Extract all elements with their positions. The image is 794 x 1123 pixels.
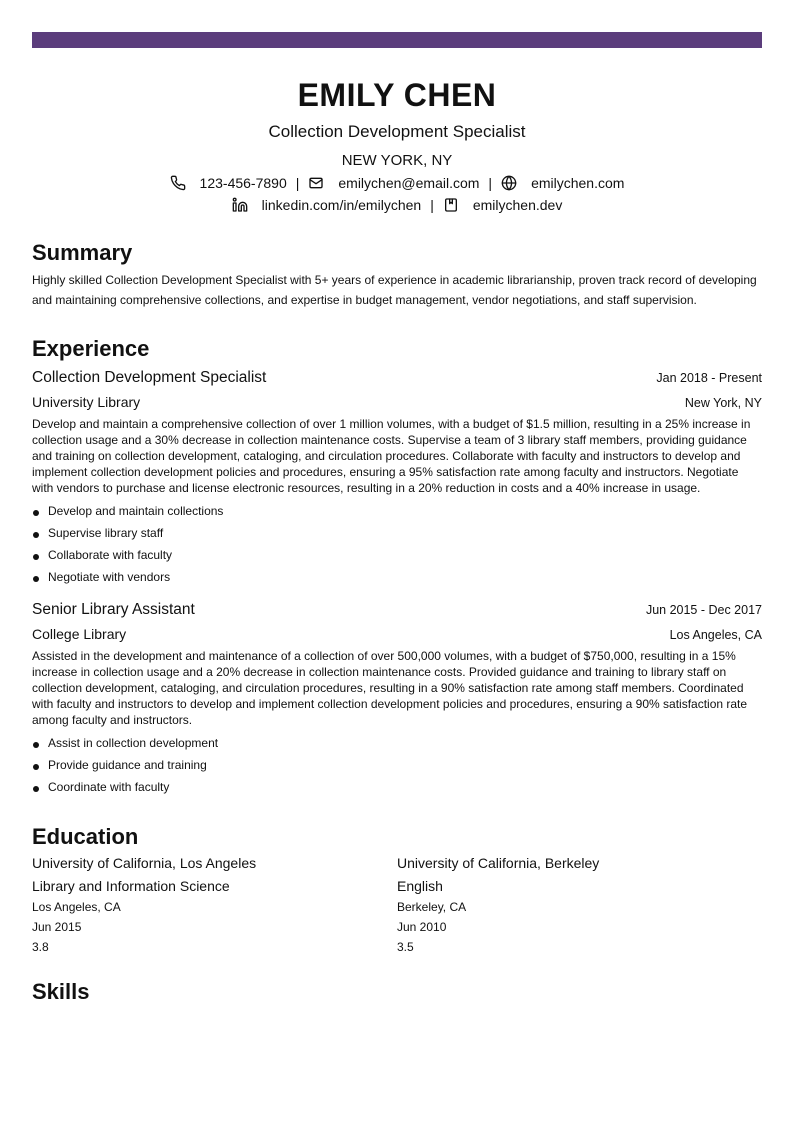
job-description: Develop and maintain a comprehensive collection of over 1 million volumes, with a budget of $1.5 million, resulting in a 25% increase in collection usage and a 30% decrease in collection maintenance costs. Supervise a team of 3 library staff members, providing guidance and training on collection development, cataloging, and circulation procedures. Collaborate with faculty and instructors to develop and implement collection development policies and procedures, ensuring a 95% satisfaction rate among faculty and instructors. Negotiate with vendors to purchase and license electronic resources, resulting in a 20% reduction in costs and a 40% increase in usage. (32, 417, 751, 495)
contact-line-1 (32, 174, 762, 192)
edu-location: Berkeley, CA (397, 900, 467, 914)
job-title: Senior Library Assistant (32, 601, 195, 618)
resume-page (32, 32, 762, 1005)
portfolio-link[interactable]: emilychen.dev (472, 197, 563, 213)
bullet-dot (33, 786, 39, 792)
edu-date: Jun 2015 (32, 920, 82, 934)
website-link[interactable]: emilychen.com (531, 175, 625, 191)
skills-heading: Skills (32, 979, 90, 1004)
mail-icon (308, 175, 324, 191)
bullet-dot (33, 532, 39, 538)
education-grid (32, 854, 762, 957)
bullet-text: Develop and maintain collections (48, 504, 224, 518)
bullet-text: Provide guidance and training (48, 758, 207, 772)
bullet-text: Negotiate with vendors (48, 570, 171, 584)
contact-line-2 (32, 196, 762, 214)
summary-text: Highly skilled Collection Development Specialist with 5+ years of experience in academic librarianship, proven track record of developing and maintaining comprehensive collections, and expertise in budget management, vendor negotiations, and staff supervision. (32, 273, 757, 307)
job-dates: Jun 2015 - Dec 2017 (645, 603, 762, 617)
edu-school: University of California, Los Angeles (32, 855, 257, 871)
bullet-text: Coordinate with faculty (48, 780, 170, 794)
job-entry (32, 368, 762, 588)
list-item (32, 754, 762, 776)
bullet-dot (33, 510, 39, 516)
edu-degree: Library and Information Science (32, 878, 230, 894)
phone-icon (170, 175, 186, 191)
list-item (32, 500, 762, 522)
job-bullets (32, 500, 762, 588)
email-link[interactable]: emilychen@email.com (338, 175, 480, 191)
education-heading: Education (32, 824, 139, 849)
list-item (32, 544, 762, 566)
job-location: Los Angeles, CA (669, 628, 762, 642)
job-location: New York, NY (684, 396, 762, 410)
job-company: University Library (32, 394, 141, 410)
bullet-text: Assist in collection development (48, 736, 219, 750)
candidate-location: NEW YORK, NY (341, 152, 453, 169)
bullet-dot (33, 764, 39, 770)
separator: | (295, 175, 300, 191)
phone-number[interactable]: 123-456-7890 (199, 175, 287, 191)
edu-school: University of California, Berkeley (397, 855, 600, 871)
experience-heading: Experience (32, 336, 150, 361)
edu-gpa: 3.8 (32, 940, 49, 954)
globe-icon (501, 175, 517, 191)
education-entry (397, 854, 762, 957)
separator: | (430, 197, 434, 213)
edu-degree: English (397, 878, 443, 894)
list-item (32, 522, 762, 544)
bookmark-icon (443, 197, 459, 213)
list-item (32, 732, 762, 754)
edu-gpa: 3.5 (397, 940, 414, 954)
bullet-dot (33, 554, 39, 560)
linkedin-icon (232, 197, 248, 213)
list-item (32, 566, 762, 588)
separator: | (488, 175, 493, 191)
job-title: Collection Development Specialist (32, 369, 267, 386)
job-dates: Jan 2018 - Present (656, 371, 762, 385)
edu-location: Los Angeles, CA (32, 900, 121, 914)
job-company: College Library (32, 626, 127, 642)
candidate-title: Collection Development Specialist (268, 122, 526, 141)
bullet-text: Supervise library staff (48, 526, 164, 540)
education-entry (32, 854, 397, 957)
candidate-name: EMILY CHEN (297, 77, 497, 113)
job-description: Assisted in the development and maintenance of a collection of over 500,000 volumes, with a budget of $750,000, resulting in a 15% increase in collection usage and a 20% decrease in collection maintenance costs. Provided guidance and training to library staff on collection development, cataloging, and circulation procedures, resulting in a 90% satisfaction rate among staff members. Coordinated with faculty and instructors to develop and implement collection development policies and procedures, ensuring a 90% satisfaction rate among faculty and instructors. (32, 649, 748, 727)
bullet-dot (33, 742, 39, 748)
job-entry (32, 600, 762, 798)
summary-heading: Summary (32, 240, 133, 265)
bullet-dot (33, 576, 39, 582)
job-bullets (32, 732, 762, 798)
accent-bar (32, 32, 762, 48)
list-item (32, 776, 762, 798)
edu-date: Jun 2010 (397, 920, 447, 934)
linkedin-link[interactable]: linkedin.com/in/emilychen (261, 197, 422, 213)
bullet-text: Collaborate with faculty (48, 548, 173, 562)
